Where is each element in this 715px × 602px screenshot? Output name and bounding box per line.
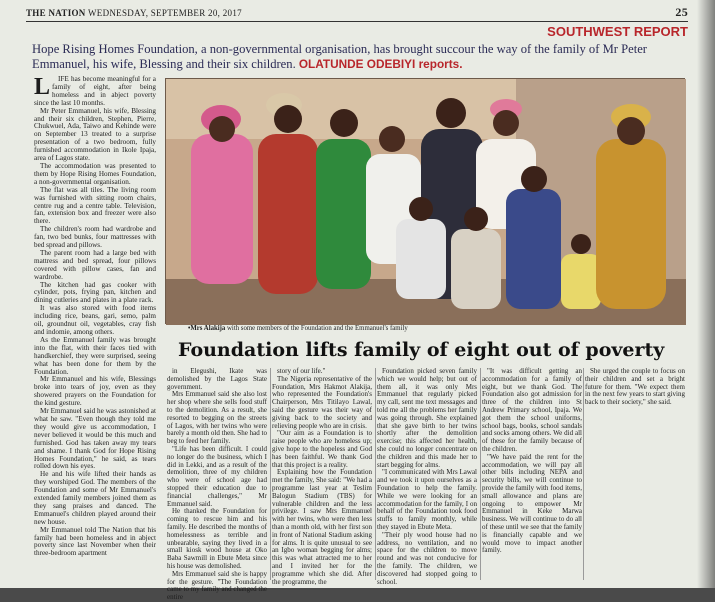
article-column-5 — [482, 368, 582, 580]
section-title: SOUTHWEST REPORT — [547, 24, 688, 39]
paragraph: Foundation picked seven family which we would help; but out of them all, it was only Mrs Emmanuel that regularly picked my call, sent me text messages and told me all the problems her family was going through. She explained that she gave birth to her twins shortly after the demolition exercise; this affected her health, she could no longer concentrate on the children and this made her to start begging for alms. — [377, 367, 477, 469]
paragraph: Mr Emmanuel told The Nation that his family had been homeless and in abject poverty since last November when their three-bedroom apartment — [34, 525, 156, 558]
paragraph: Mr Emmanuel said he was astonished at what he saw. "Even though they told me they would give us accommodation, I never believed it would be this much and furnished. God has taken away my tears and shame. I thank God for Hope Rising Homes Foundation," he said, as tears rolled down his eyes. — [34, 407, 156, 471]
paragraph: As the Emmanuel family was brought into the flat, with their faces tied with handkerchief, they were surprised, seeing what has been done for them by the Foundation. — [34, 335, 156, 376]
caption-text: with some members of the Foundation and the Emmanuel's family — [227, 325, 408, 332]
paragraph: "I communicated with Mrs Lawal and we took it upon ourselves as a Foundation to help the family. While we were looking for an accommodation for the family, I on behalf of the Foundation took food stuffs to family monthly, while they stayed in Ebute Meta. — [377, 468, 477, 531]
article-column-6 — [585, 368, 685, 580]
drop-cap: L — [34, 74, 51, 100]
section-bar — [26, 21, 688, 37]
author-byline: OLATUNDE ODEBIYI reports. — [298, 57, 463, 71]
paragraph: "Their ply wood house had no address, no ventilation, and no space for the children to move round and was not conducive for the family. The children, we discovered had stopped going to school. — [377, 530, 477, 586]
paragraph: "Life has been difficult. I could no longer do the business, which I did in Lekki, and as a result of the demolition, three of my children who were of school age had stopped their education due to financial challenges," Mr Emmanuel said. — [167, 444, 267, 508]
article-body — [165, 367, 685, 602]
paragraph: The children's room had wardrobe and fan, two bed bunks, four mattresses with bed spread and pillows. — [34, 225, 156, 250]
standfirst — [32, 42, 672, 72]
article-column-2 — [167, 367, 267, 602]
paragraph: She urged the couple to focus on their children and set a bright future for them. "We expect them in the next few years to start giving back to their society," she said. — [585, 367, 685, 407]
paragraph: "We have paid the rent for the accommodation, we will pay all other bills including NEPA and security bills, we will continue to provide the family with food items, small allowance and plans are ongoing to empower Mr Emmanuel in Keke Marwa business. We will continue to do all of these until we see that the family is financially capable and we would move to impact another family. — [482, 452, 582, 555]
paragraph: Explaining how the Foundation met the family, She said: "We had a programme last year at Teslim Balogun Stadium (TBS) for vulnerable children and the less privilege. I saw Mrs Emmanuel with her twins, who were then less than a month old, with her first son in front of National Stadium asking for alms. It is quite unusual to see an Igbo woman begging for alms; this was what attracted me to her and I invited her for the programme which she did. After the programme, the — [272, 468, 372, 586]
paragraph: The accommodation was presented to them by Hope Rising Homes Foundation, a non-governmental organisation. — [34, 161, 156, 186]
page-number: 25 — [675, 5, 688, 19]
paragraph: The Nigeria representative of the Foundation, Mrs Hakmot Alakija, who represented the Foundation's Chairperson, Mrs Titilayo Lawal, said the gesture was their way of giving back to the society and relieving people who are in crisis. — [272, 374, 372, 430]
photo-caption — [188, 325, 408, 332]
paragraph: Mr Peter Emmanuel, his wife, Blessing and their six children, Stephen, Pierre, Chukwuel, Ada, Taiwo and Kehinde were on September 13 treated to a surprise presentation of a two bedroom, fully furnished accommodation in Ikole Ipaja, area of Lagos state. — [34, 106, 156, 163]
caption-lead: •Mrs Alakija — [188, 325, 226, 332]
masthead — [26, 5, 688, 22]
paragraph: "Our aim as a Foundation is to raise people who are homeless up; give hope to the hopeless and God has been faithful. We thank God that this project is a reality. — [272, 429, 372, 469]
paragraph: "It was difficult getting an accommodation for a family of eight, but we thank God. The Foundation also got admission for three of the children into St Andrew Primary school, Ipaja. We got them the school uniforms, school bags, books, school sandals and socks among others. We did all of these for the family because of the children. — [482, 367, 582, 453]
paragraph: The parent room had a large bed with mattress and bed spread, four pillows covered with pillow cases, fan and wardrobe. — [34, 248, 156, 281]
column-divider — [270, 368, 271, 580]
column-divider — [375, 368, 376, 580]
paragraph: He and his wife lifted their hands as they worshiped God. The members of the Foundation and some of Mr Emmanuel's extended family members joined them as they sang praises and danced. The Emmanuel's children played around their new house. — [34, 470, 156, 526]
column-divider — [480, 368, 481, 580]
paragraph: The flat was all tiles. The living room was furnished with sitting room chairs, centre rug and a centre table. Television, fan, extension box and freezer were also there. — [34, 185, 156, 226]
publication-date: WEDNESDAY, SEPTEMBER 20, 2017 — [87, 8, 242, 18]
article-column-4 — [377, 367, 477, 586]
column-divider — [583, 368, 584, 580]
standfirst-text: Hope Rising Homes Foundation, a non-governmental organisation, has brought succour the way of the family of Mr Peter Emmanuel, his wife, Blessing and their six children. — [32, 42, 647, 71]
article-column-1 — [34, 76, 156, 576]
paragraph: Mrs Emmanuel said she also lost her shop where she sells food stuff to the demolition. As a result, she resorted to begging on the streets of Lagos, with her twins who were barely a month old then. She had to beg to feed her family. — [167, 390, 267, 446]
paragraph: Mrs Emmanuel said she is happy for the gesture. "The Foundation came to my family and changed the entire — [167, 569, 267, 602]
paragraph: He thanked the Foundation for coming to rescue him and his family. He described the months of homelessness as terrible and unbearable, saying they lived in a small kiosk wood house at Oko Baba Sawmill in Ebute Meta since his house was demolished. — [167, 507, 267, 570]
paragraph: Mr Emmanuel and his wife, Blessings broke into tears of joy, even as they showered prayers on the Foundation for the kind gesture. — [34, 375, 156, 408]
paragraph: in Elegushi, Ikate was demolished by the Lagos State government. — [167, 367, 267, 391]
paragraph: story of our life." — [277, 367, 326, 375]
article-column-3 — [272, 367, 372, 586]
group-photo — [165, 78, 685, 324]
group-photo-illustration — [166, 79, 686, 325]
article-headline: Foundation lifts family of eight out of poverty — [178, 339, 665, 361]
paragraph: The kitchen had gas cooker with cylinder, pots, frying pan, kitchen and dining cutleries and plates in a plate rack. — [34, 280, 156, 305]
page-shadow — [697, 0, 715, 588]
paragraph: It was also stored with food items including rice, beans, gari, semo, palm oil, groundnut oil, vegetables, cray fish and indomie, among others. — [34, 304, 156, 336]
paragraph: IFE has become meaningful for a family of eight, after being homeless and in abject poverty since the last 10 months. — [34, 75, 156, 107]
publication-name: THE NATION — [26, 8, 86, 18]
